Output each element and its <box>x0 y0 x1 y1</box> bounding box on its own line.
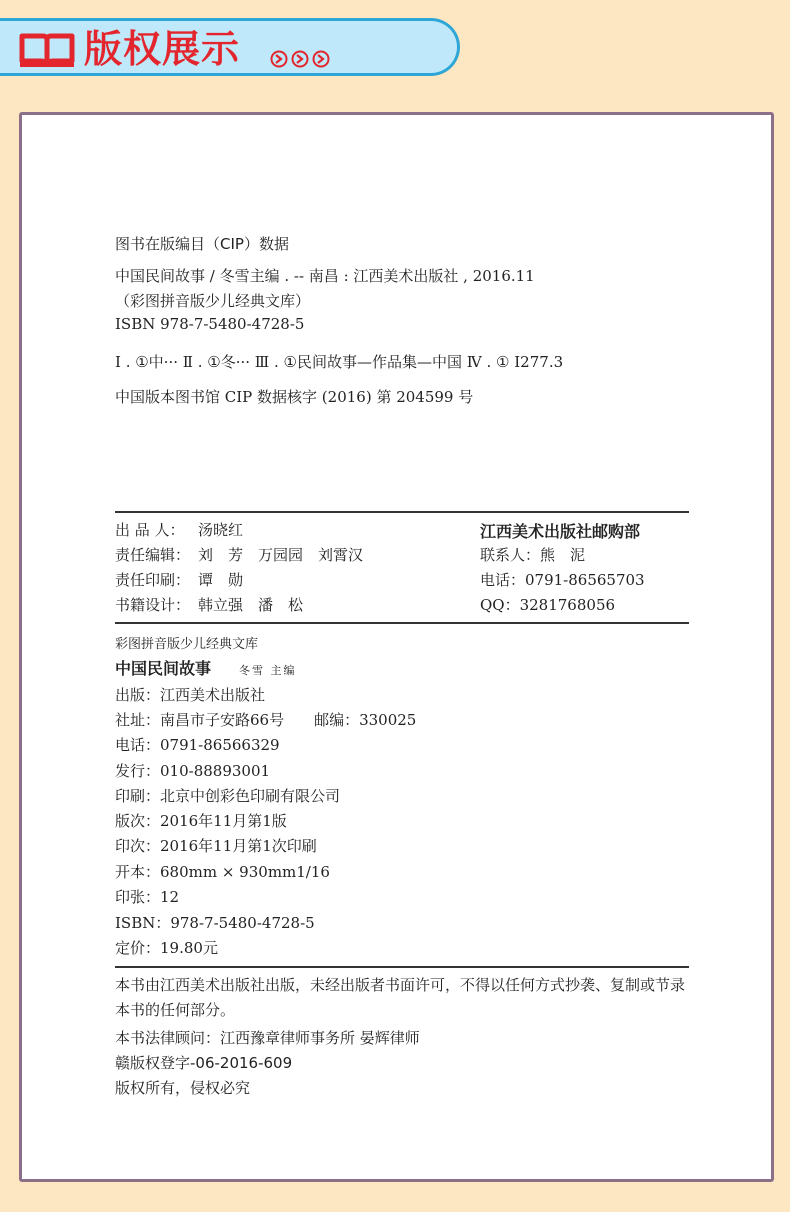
copyright-registration: 赣版权登字-06-2016-609 <box>115 1054 293 1072</box>
credit-label: 书籍设计： <box>115 596 191 614</box>
book-detail: 开本：680mm × 930mm1/16 <box>115 863 330 881</box>
credit-row <box>115 519 243 540</box>
divider-credits-top <box>115 511 689 513</box>
mail-order-department: 江西美术出版社邮购部 <box>480 522 641 541</box>
cip-heading: 图书在版编目（CIP）数据 <box>115 235 289 253</box>
rights-reserved: 版权所有，侵权必究 <box>115 1079 251 1097</box>
divider-legal-top <box>115 966 689 968</box>
book-detail: 定价：19.80元 <box>115 939 218 957</box>
book-detail: 发行：010-88893001 <box>115 762 271 780</box>
book-detail: 印张：12 <box>115 888 180 906</box>
cip-line-classification: Ⅰ . ①中··· Ⅱ . ①冬··· Ⅲ . ①民间故事—作品集—中国 Ⅳ . ① I277.3 <box>115 353 564 371</box>
credit-row <box>115 594 303 615</box>
credit-row <box>115 569 243 590</box>
banner-title: 版权展示 <box>84 27 241 71</box>
legal-lawyer: 本书法律顾问：江西豫章律师事务所 晏辉律师 <box>115 1029 420 1047</box>
credit-label: 责任编辑： <box>115 546 191 564</box>
credit-value: 刘 芳 万园园 刘霄汉 <box>198 546 364 564</box>
section-banner <box>0 18 460 76</box>
contact-qq: QQ：3281768056 <box>480 596 616 614</box>
book-editor: 冬雪 主编 <box>239 664 297 677</box>
book-title: 中国民间故事 <box>115 659 212 678</box>
divider-book-top <box>115 622 689 624</box>
book-title-row <box>115 656 297 679</box>
cip-line-record: 中国版本图书馆 CIP 数据核字 (2016) 第 204599 号 <box>115 388 474 406</box>
cip-line-title: 中国民间故事 / 冬雪主编 . -- 南昌 : 江西美术出版社 , 2016.11 <box>115 267 535 285</box>
book-detail: 出版：江西美术出版社 <box>115 686 266 704</box>
copyright-page <box>19 112 774 1182</box>
book-detail: 印刷：北京中创彩色印刷有限公司 <box>115 787 341 805</box>
cip-line-isbn: ISBN 978-7-5480-4728-5 <box>115 315 305 333</box>
book-detail: ISBN：978-7-5480-4728-5 <box>115 914 315 932</box>
credit-value: 谭 勋 <box>198 571 244 589</box>
book-detail: 印次：2016年11月第1次印刷 <box>115 837 317 855</box>
cip-line-series: （彩图拼音版少儿经典文库） <box>115 292 311 310</box>
book-detail: 社址：南昌市子安路66号 邮编：330025 <box>115 711 417 729</box>
credit-label: 责任印刷： <box>115 571 191 589</box>
contact-phone: 电话：0791-86565703 <box>480 571 645 589</box>
credit-value: 韩立强 潘 松 <box>198 596 304 614</box>
arrows-icon <box>270 50 332 68</box>
book-series: 彩图拼音版少儿经典文库 <box>115 637 259 652</box>
book-detail: 电话：0791-86566329 <box>115 736 280 754</box>
book-icon <box>18 32 76 68</box>
credit-row <box>115 544 363 565</box>
contact-person: 联系人：熊 泥 <box>480 546 586 564</box>
credit-label: 出 品 人： <box>115 521 185 539</box>
credit-value: 汤晓红 <box>198 521 244 539</box>
book-detail: 版次：2016年11月第1版 <box>115 812 287 830</box>
legal-notice: 本书由江西美术出版社出版，未经出版者书面许可，不得以任何方式抄袭、复制或节录本书的任何部分。 <box>115 976 686 1019</box>
